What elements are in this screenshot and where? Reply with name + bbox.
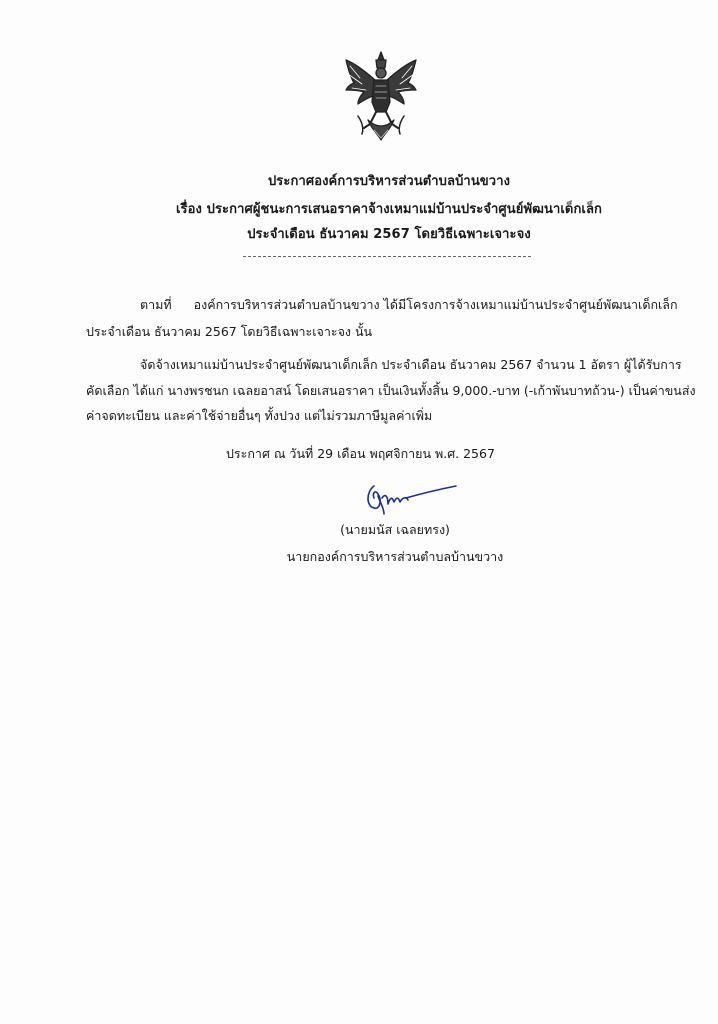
announcement-subject: เรื่อง ประกาศผู้ชนะการเสนอราคาจ้างเหมาแม่บ้านประจำศูนย์พัฒนาเด็กเล็ก (175, 202, 603, 217)
announcement-title: ประกาศองค์การบริหารส่วนตำบลบ้านขวาง (267, 174, 511, 189)
paragraph-2-line-2: คัดเลือก ได้แก่ นางพรชนก เฉลยอาสน์ โดยเสนอราคา เป็นเงินทั้งสิ้น 9,000.-บาท (-เก้าพันบาทถ้วน-) เป็นค่าขนส่ง (86, 383, 696, 398)
paragraph-2-line-1: จัดจ้างเหมาแม่บ้านประจำศูนย์พัฒนาเด็กเล็ก ประจำเดือน ธันวาคม 2567 จำนวน 1 อัตรา ผู้ได้รับการ (140, 357, 682, 372)
garuda-emblem-icon (338, 50, 424, 142)
signer-position: นายกองค์การบริหารส่วนตำบลบ้านขวาง (286, 549, 504, 564)
header-divider (243, 256, 531, 257)
paragraph-2-line-3: ค่าจดทะเบียน และค่าใช้จ่ายอื่นๆ ทั้งปวง แต่ไม่รวมภาษีมูลค่าเพิ่ม (86, 408, 433, 423)
paragraph-1-text: องค์การบริหารส่วนตำบลบ้านขวาง ได้มีโครงการจ้างเหมาแม่บ้านประจำศูนย์พัฒนาเด็กเล็ก (193, 297, 678, 312)
paragraph-1-lead: ตามที่ (140, 297, 172, 312)
paragraph-1-line-2: ประจำเดือน ธันวาคม 2567 โดยวิธีเฉพาะเจาะจง นั้น (86, 324, 373, 339)
signer-name: (นายมนัส เฉลยทรง) (340, 522, 450, 537)
announcement-date: ประกาศ ณ วันที่ 29 เดือน พฤศจิกายน พ.ศ. 2567 (226, 446, 495, 461)
handwritten-signature (360, 478, 460, 518)
announcement-period: ประจำเดือน ธันวาคม 2567 โดยวิธีเฉพาะเจาะจง (247, 227, 531, 242)
paragraph-1-line-1 (140, 295, 678, 315)
